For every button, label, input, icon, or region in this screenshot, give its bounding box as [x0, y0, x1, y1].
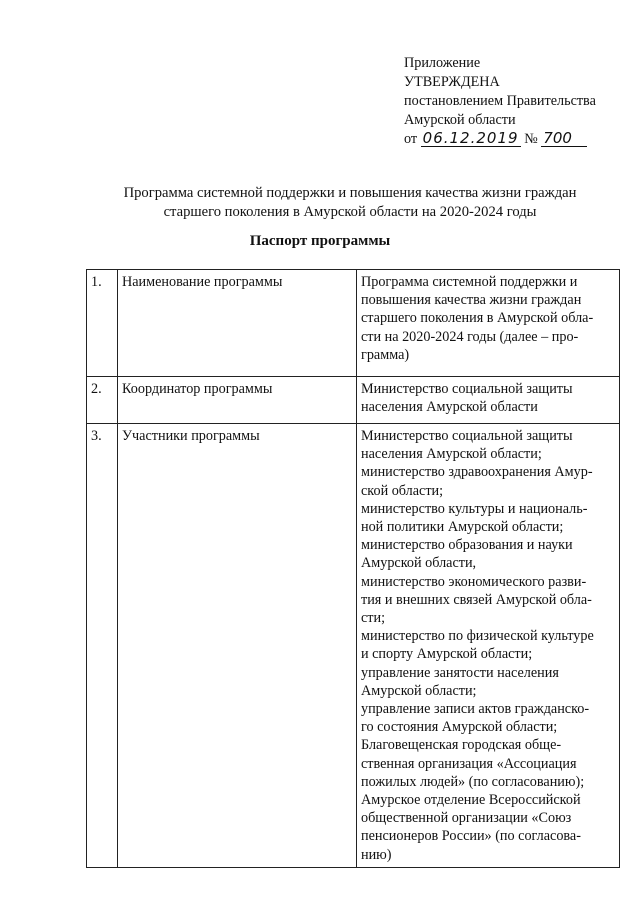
value-line: ственная организация «Ассоциация: [361, 755, 577, 772]
row-label: Наименование программы: [118, 270, 357, 377]
value-line: тия и внешних связей Амурской обла-: [361, 591, 592, 608]
approval-date-line: [404, 130, 596, 149]
value-line: населения Амурской области;: [361, 446, 542, 463]
value-line: населения Амурской области: [361, 399, 538, 416]
title-line-1: Программа системной поддержки и повышения качества жизни граждан: [123, 185, 577, 201]
document-title: [60, 184, 640, 222]
value-line: и спорту Амурской области;: [361, 646, 533, 663]
passport-heading: Паспорт программы: [249, 233, 391, 249]
value-line: Благовещенская городская обще-: [361, 737, 562, 754]
approval-line-appendix: Приложение: [404, 55, 481, 71]
value-line: нию): [361, 846, 392, 863]
value-line: пенсионеров России» (по согласова-: [361, 828, 581, 845]
value-line: министерство здравоохранения Амур-: [361, 464, 593, 481]
value-line: управление занятости населения: [361, 664, 559, 681]
row-number: 1.: [87, 270, 118, 377]
row-number: 2.: [87, 377, 118, 424]
row-number: 3.: [87, 424, 118, 868]
value-line: общественной организации «Союз: [361, 810, 572, 827]
table-row: [87, 424, 620, 868]
value-line: грамма): [361, 346, 410, 363]
value-line: Амурской области;: [361, 682, 477, 699]
row-label: Координатор программы: [118, 377, 357, 424]
number-prefix: №: [524, 131, 538, 147]
value-line: управление записи актов гражданско-: [361, 701, 590, 718]
value-line: Министерство социальной защиты: [361, 428, 573, 444]
approval-line-region: Амурской области: [404, 112, 516, 128]
value-line: ской области;: [361, 482, 444, 499]
value-line: сти на 2020-2024 годы (далее – про-: [361, 328, 579, 345]
approval-block: [404, 54, 596, 149]
handwritten-date: 06.12.2019: [421, 131, 521, 147]
row-value: [357, 424, 620, 868]
passport-table: [86, 269, 620, 868]
row-value: [357, 377, 620, 424]
value-line: министерство культуры и националь-: [361, 500, 588, 517]
value-line: министерство образования и науки: [361, 537, 573, 554]
date-prefix: от: [404, 131, 418, 147]
value-line: старшего поколения в Амурской обла-: [361, 310, 594, 327]
row-value: [357, 270, 620, 377]
value-line: министерство по физической культуре: [361, 628, 594, 645]
approval-line-decree: постановлением Правительства: [404, 93, 596, 109]
handwritten-number: 700: [541, 131, 587, 147]
value-line: пожилых людей» (по согласованию);: [361, 773, 585, 790]
value-line: ной политики Амурской области;: [361, 519, 564, 536]
value-line: министерство экономического разви-: [361, 573, 587, 590]
value-line: Амурское отделение Всероссийской: [361, 792, 581, 809]
value-line: сти;: [361, 610, 386, 627]
row-label: Участники программы: [118, 424, 357, 868]
value-line: го состояния Амурской области;: [361, 719, 558, 736]
value-line: Программа системной поддержки и: [361, 274, 578, 290]
title-line-2: старшего поколения в Амурской области на 2020-2024 годы: [163, 204, 537, 220]
value-line: повышения качества жизни граждан: [361, 292, 582, 309]
approval-line-approved: УТВЕРЖДЕНА: [404, 74, 500, 90]
value-line: Министерство социальной защиты: [361, 381, 573, 397]
value-line: Амурской области,: [361, 555, 477, 572]
table-row: [87, 377, 620, 424]
table-row: [87, 270, 620, 377]
